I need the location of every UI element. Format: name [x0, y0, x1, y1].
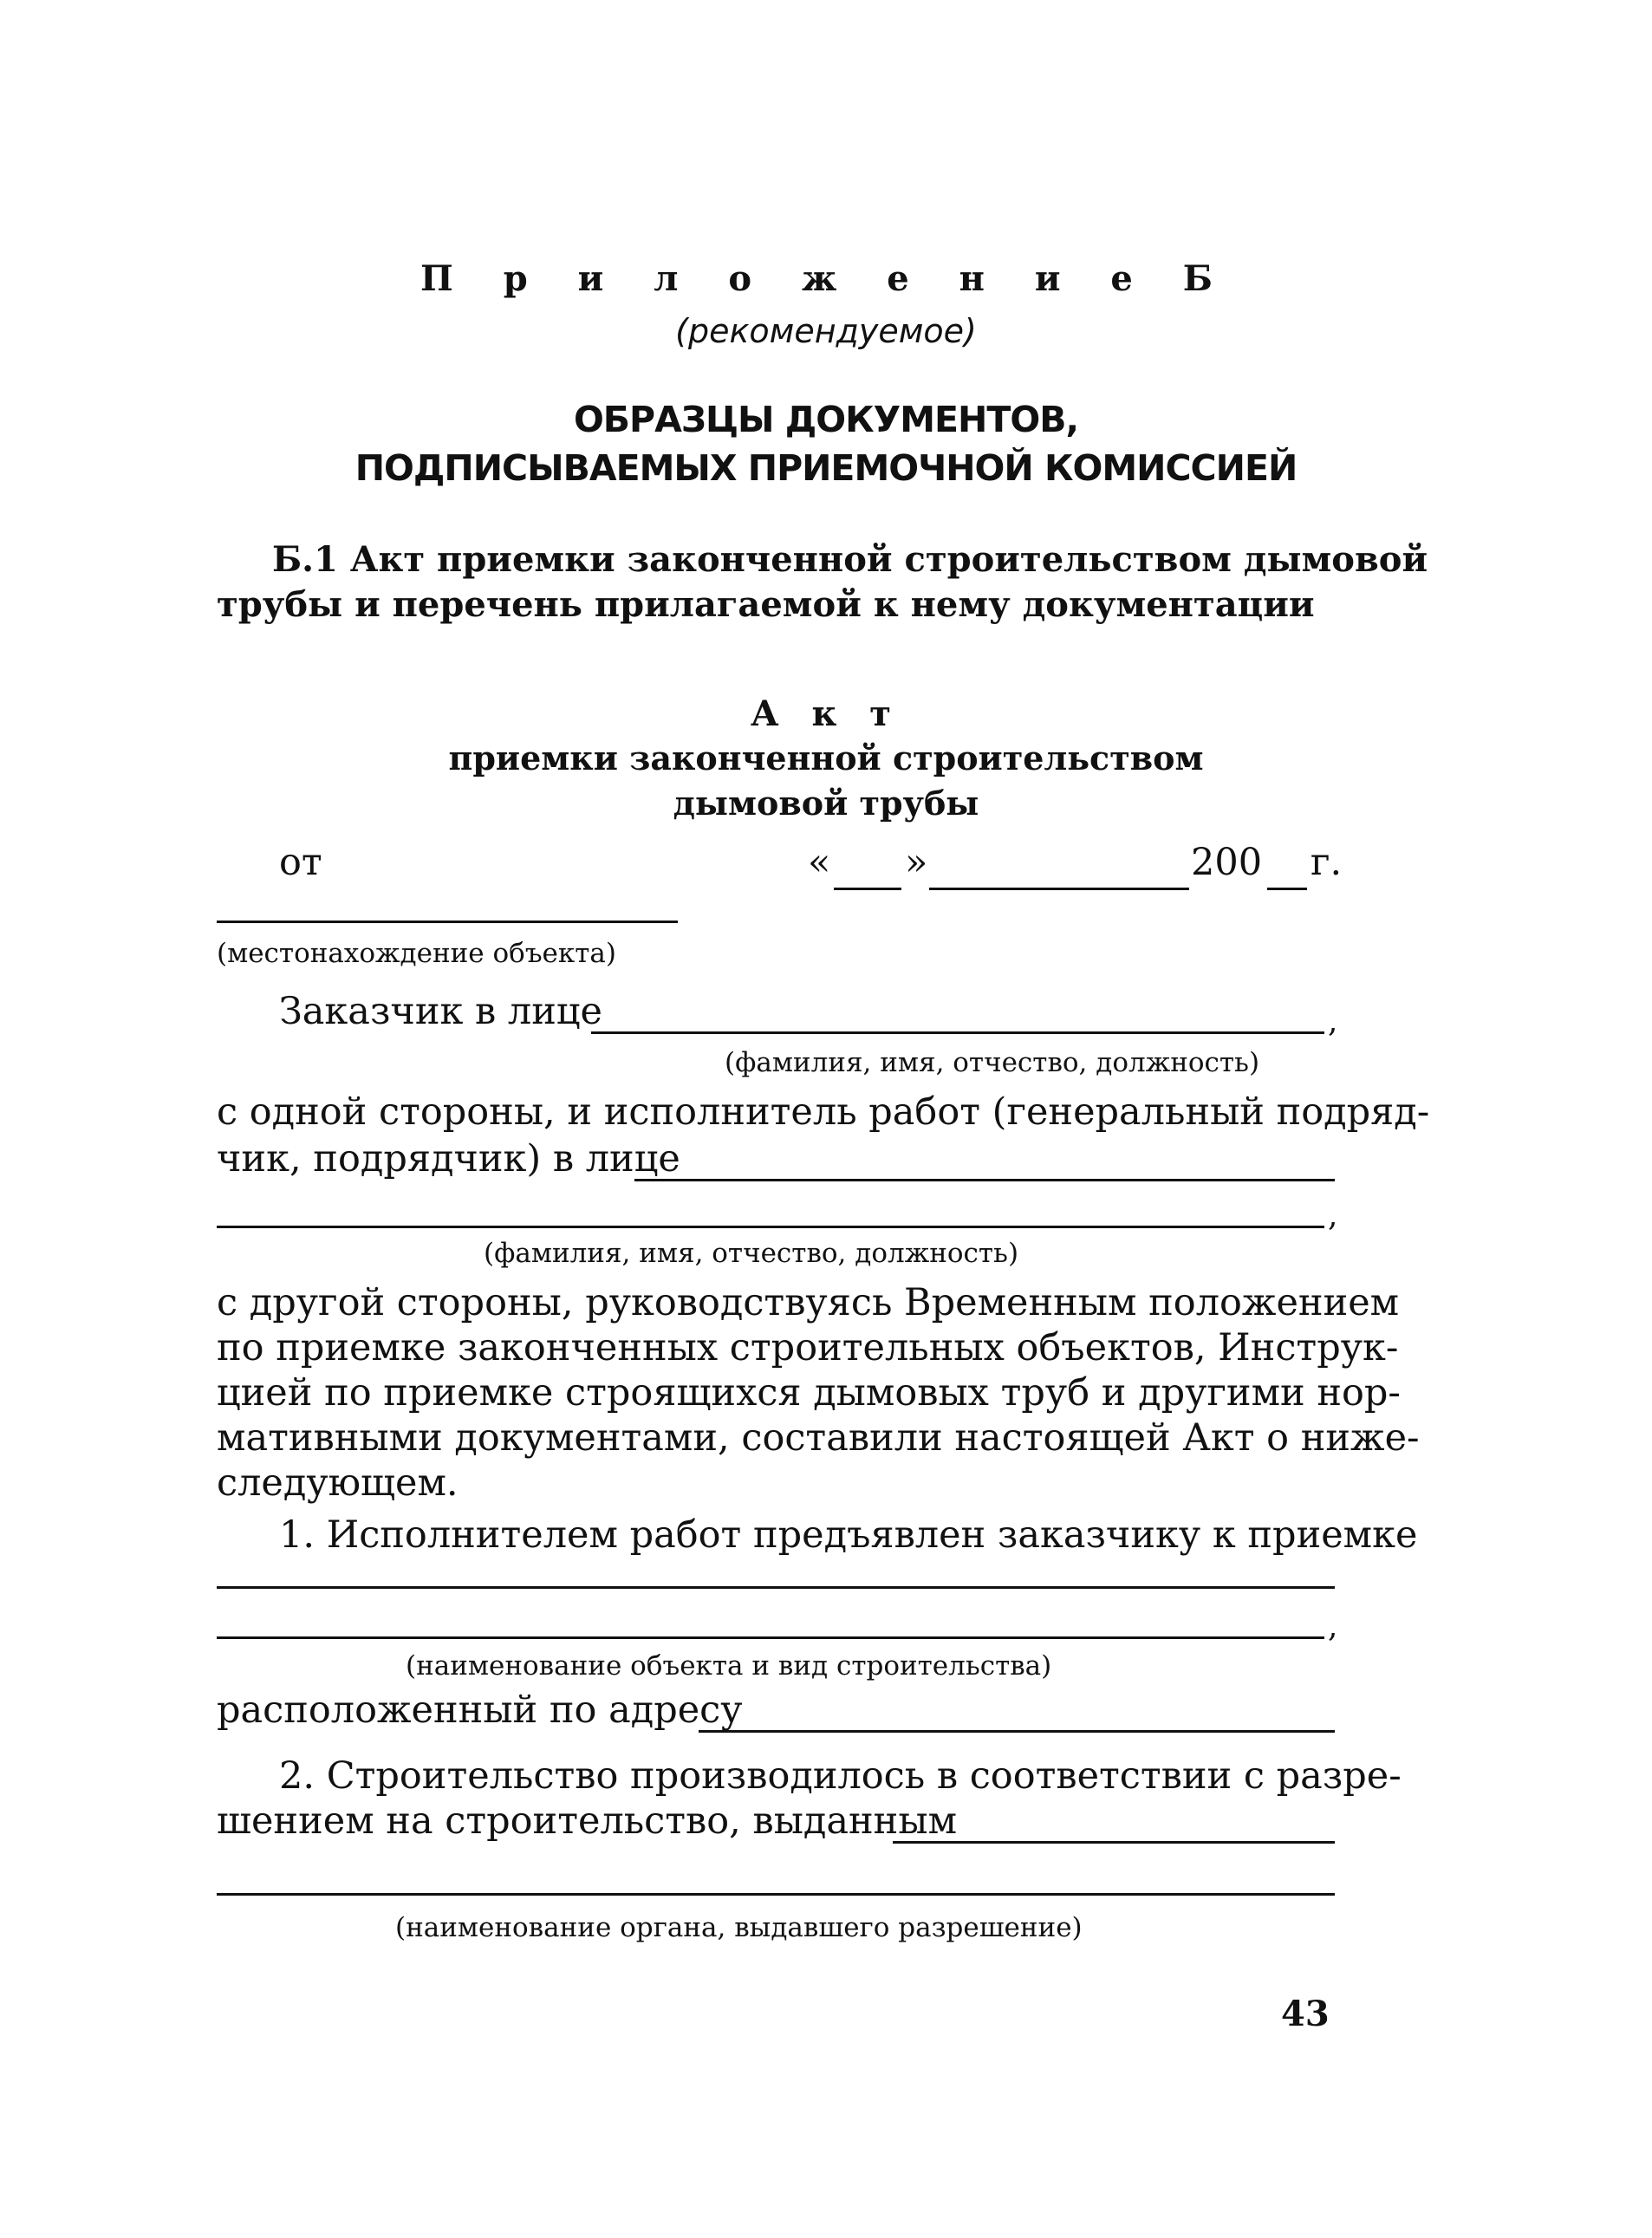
year-blank [1267, 888, 1307, 890]
object-caption: (наименование объекта и вид строительства) [406, 1650, 1052, 1682]
customer-blank [591, 1031, 1324, 1034]
appendix-title: П р и л о ж е н и е Б [420, 258, 1232, 299]
act-subtitle-1: приемки законченной строительством [448, 738, 1204, 777]
appendix-status: (рекомендуемое) [675, 312, 977, 350]
para2-line1: с другой стороны, руководствуясь Временным положением [217, 1281, 1400, 1324]
month-blank [929, 888, 1189, 890]
authority-caption: (наименование органа, выдавшего разрешение) [395, 1912, 1083, 1943]
act-title: А к т [750, 693, 902, 734]
act-subtitle-2: дымовой трубы [673, 784, 979, 823]
customer-caption: (фамилия, имя, отчество, должность) [725, 1047, 1260, 1078]
location-blank [217, 921, 678, 923]
contractor-caption: (фамилия, имя, отчество, должность) [484, 1238, 1019, 1269]
section-title-line-2: трубы и перечень прилагаемой к нему документации [217, 584, 1315, 625]
object-blank-1 [217, 1586, 1335, 1589]
contractor-blank-1 [634, 1179, 1335, 1181]
item1-text: 1. Исполнителем работ предъявлен заказчику к приемке [279, 1513, 1418, 1557]
section-title-line-1: Б.1 Акт приемки законченной строительством дымовой [272, 539, 1428, 580]
para2-line3: цией по приемке строящихся дымовых труб и другими нор- [217, 1371, 1401, 1415]
year-suffix: г. [1311, 841, 1343, 884]
date-from-label: от [279, 841, 322, 884]
para2-line5: следующем. [217, 1461, 459, 1505]
date-open-quote: « [808, 841, 831, 884]
para1-line1: с одной стороны, и исполнитель работ (генеральный подряд- [217, 1090, 1430, 1134]
item2-line2: шением на строительство, выданным [217, 1799, 958, 1843]
day-blank [834, 888, 901, 890]
object-blank-2 [217, 1636, 1324, 1639]
permit-blank-1 [893, 1841, 1335, 1844]
para2-line2: по приемке законченных строительных объектов, Инструк- [217, 1326, 1399, 1369]
permit-blank-2 [217, 1893, 1335, 1896]
page-number: 43 [1281, 1994, 1330, 2034]
heading-line-2: ПОДПИСЫВАЕМЫХ ПРИЕМОЧНОЙ КОМИССИЕЙ [354, 447, 1298, 489]
date-close-quote: » [905, 841, 928, 884]
address-blank [699, 1730, 1335, 1733]
year-prefix: 200 [1191, 841, 1263, 884]
location-caption: (местонахождение объекта) [217, 938, 616, 969]
address-label: расположенный по адресу [217, 1688, 743, 1732]
customer-label: Заказчик в лице [279, 990, 602, 1033]
heading-line-1: ОБРАЗЦЫ ДОКУМЕНТОВ, [573, 399, 1079, 440]
para1-line2: чик, подрядчик) в лице [217, 1137, 680, 1181]
contractor-blank-2 [217, 1226, 1324, 1228]
para2-line4: мативными документами, составили настоящей Акт о ниже- [217, 1416, 1420, 1460]
item2-line1: 2. Строительство производилось в соответствии с разре- [279, 1754, 1402, 1798]
